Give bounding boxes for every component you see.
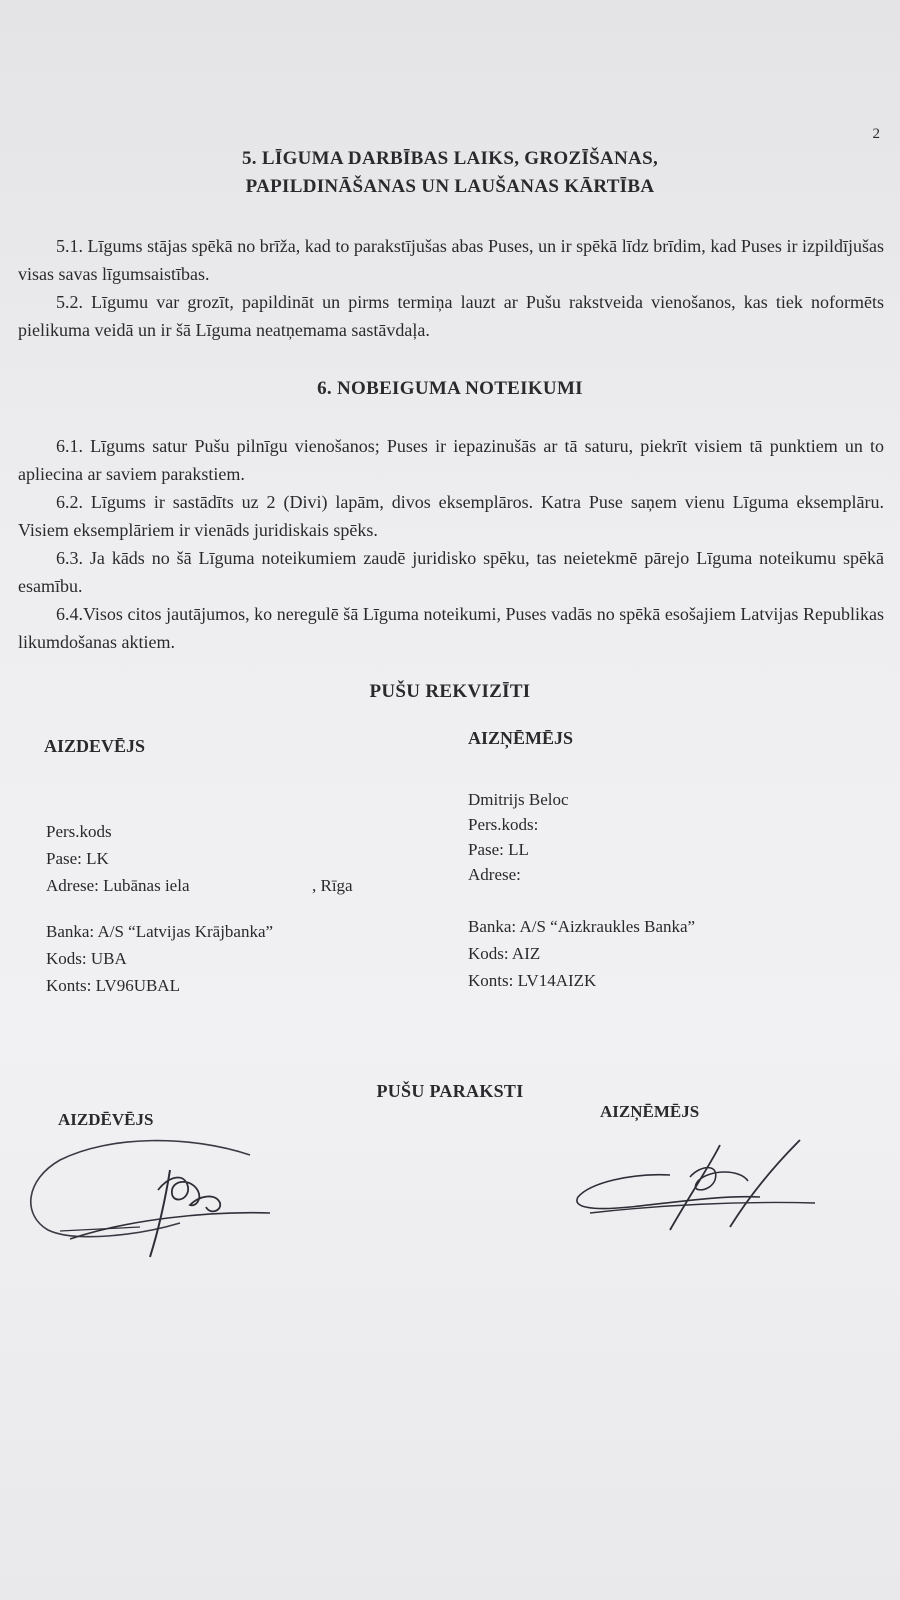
section5-title-line2: PAPILDINĀŠANAS UN LAUŠANAS KĀRTĪBA [245,176,655,197]
lender-city: , Rīga [312,876,353,895]
lender-heading: AIZDEVĒJS [44,736,146,756]
clause-6-4: 6.4.Visos citos jautājumos, ko neregulē šā Līguma noteikumi, Puses vadās no spēkā esošajiem Latvijas Republikas likumdošanas aktiem. [18,604,884,652]
clause-5-2: 5.2. Līgumu var grozīt, papildināt un pirms termiņa lauzt ar Pušu rakstveida vienošanos, kas tiek noformēts pielikuma veidā un ir šā Līguma neatņemama sastāvdaļa. [18,292,884,340]
clause-5-1: 5.1. Līgums stājas spēkā no brīža, kad to parakstījušas abas Puses, un ir spēkā līdz brīdim, kad Puses ir izpildījušas visas savas līgumsaistības. [18,236,884,284]
lender-pers-kods: Pers.kods [46,822,112,841]
borrower-name: Dmitrijs Beloc [468,790,569,809]
clause-6-1: 6.1. Līgums satur Pušu pilnīgu vienošanos; Puses ir iepazinušās ar tā saturu, piekrīt visiem tā punktiem un to apliecina ar saviem parakstiem. [18,436,884,484]
section5-title-line1: 5. LĪGUMA DARBĪBAS LAIKS, GROZĪŠANAS, [242,148,658,169]
lender-signature [20,1135,290,1275]
borrower-kods: Kods: AIZ [468,944,541,963]
lender-signature-label: AIZDĒVĒJS [58,1110,154,1129]
borrower-signature-label: AIZŅĒMĒJS [600,1102,700,1121]
borrower-pers-kods: Pers.kods: [468,815,539,834]
borrower-signature [570,1135,840,1245]
requisites-title: PUŠU REKVIZĪTI [369,681,531,702]
page-number: 2 [872,126,880,142]
lender-banka: Banka: A/S “Latvijas Krājbanka” [46,922,274,941]
lender-kods: Kods: UBA [46,949,127,968]
borrower-heading: AIZŅĒMĒJS [468,728,574,748]
borrower-konts: Konts: LV14AIZK [468,971,597,990]
borrower-adrese: Adrese: [468,865,521,884]
clause-6-3: 6.3. Ja kāds no šā Līguma noteikumiem zaudē juridisko spēku, tas neietekmē pārejo Līguma noteikumu spēkā esamību. [18,548,884,596]
lender-konts: Konts: LV96UBAL [46,976,180,995]
section6-title: 6. NOBEIGUMA NOTEIKUMI [317,378,583,399]
borrower-pase: Pase: LL [468,840,529,859]
lender-adrese: Adrese: Lubānas iela [46,876,190,895]
clause-6-2: 6.2. Līgums ir sastādīts uz 2 (Divi) lapām, divos eksemplāros. Katra Puse saņem vienu Līguma eksemplāru. Visiem eksemplāriem ir vienāds juridiskais spēks. [18,492,884,540]
borrower-banka: Banka: A/S “Aizkraukles Banka” [468,917,696,936]
lender-pase: Pase: LK [46,849,109,868]
signatures-title: PUŠU PARAKSTI [376,1081,524,1101]
